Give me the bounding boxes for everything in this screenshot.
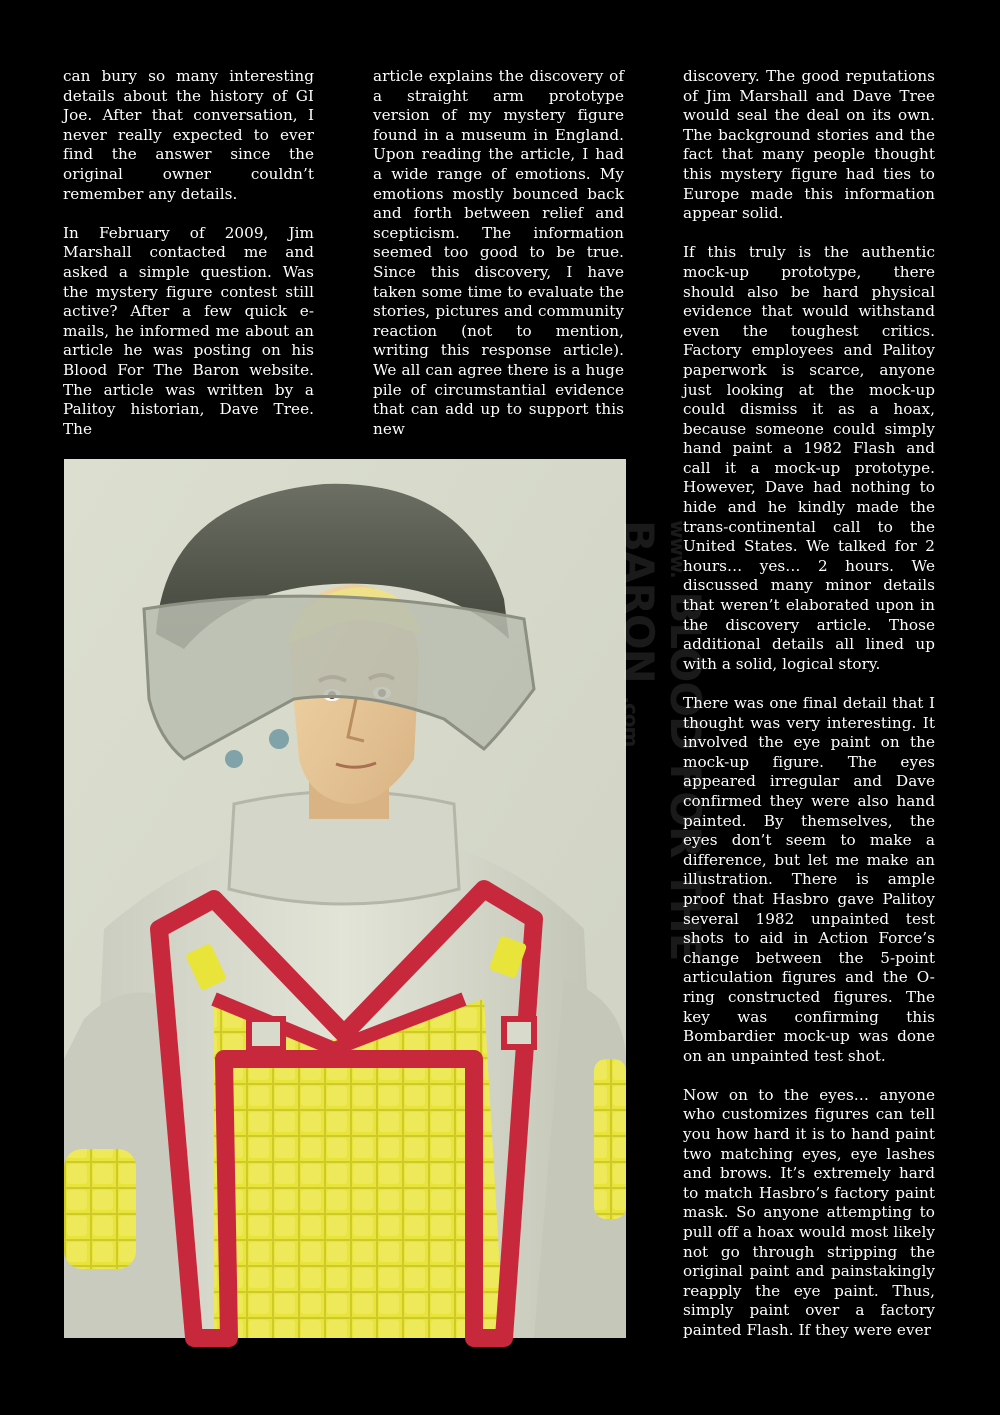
paragraph: can bury so many interesting details about the history of GI Joe. After that conversation, I never really expected to ever find the answer since the original owner couldn’t remember any details. <box>63 67 314 203</box>
paragraph: Now on to the eyes… anyone who customizes figures can tell you how hard it is to hand paint two matching eyes, eye lashes and brows. It’s extremely hard to match Hasbro’s factory paint mask. So anyone attempting to pull off a hoax would most likely not go through stripping the original paint and painstakingly reapply the eye paint. Thus, simply paint over a factory painted Flash. If they were ever <box>683 1085 935 1339</box>
paragraph: There was one final detail that I thought was very interesting. It involved the eye paint on the mock-up figure. The eyes appeared irregular and Dave confirmed they were also hand painted. By themselves, the eyes don’t seem to make a difference, but let me make an illustration. There is ample proof that Hasbro gave Palitoy several 1982 unpainted test shots to aid in Action Force’s change between the 5-point articulation figures and the O-ring constructed figures. The key was confirming this Bombardier mock-up was done on an unpainted test shot. <box>683 694 935 1065</box>
paragraph: discovery. The good reputations of Jim Marshall and Dave Tree would seal the deal on its own. The background stories and the fact that many people thought this mystery figure had ties to Europe made this information appear solid. <box>683 67 935 223</box>
watermark-line: .com <box>619 696 643 747</box>
watermark-line: BARON <box>614 520 663 683</box>
watermark-line: FOR THE <box>661 763 710 961</box>
text-column-2 <box>373 67 624 438</box>
watermark-line: www. <box>666 520 690 578</box>
text-column-1 <box>63 67 314 439</box>
paragraph: article explains the discovery of a straight arm prototype version of my mystery figure found in a museum in England. Upon reading the article, I had a wide range of emotions. My emotions mostly bounced back and forth between relief and scepticism. The information seemed too good to be true. Since this discovery, I have taken some time to evaluate the stories, pictures and community reaction (not to mention, writing this response article). We all can agree there is a huge pile of circumstantial evidence that can add up to support this new <box>373 67 624 438</box>
paragraph: In February of 2009, Jim Marshall contacted me and asked a simple question. Was the mystery figure contest still active? After a few quick e-mails, he informed me about an article he was posting on his Blood For The Baron website. The article was written by a Palitoy historian, Dave Tree. The <box>63 223 314 438</box>
action-figure-photo <box>64 459 626 1338</box>
watermark-line: BLOOD <box>661 591 710 750</box>
paragraph: If this truly is the authentic mock-up prototype, there should also be hard physical evidence that would withstand even the toughest critics. Factory employees and Palitoy paperwork is scarce, anyone just looking at the mock-up could dismiss it as a hoax, because someone could simply hand paint a 1982 Flash and call it a mock-up prototype. However, Dave had nothing to hide and he kindly made the trans-continental call to the United States. We talked for 2 hours… yes… 2 hours. We discussed many minor details that weren’t elaborated upon in the discovery article. Those additional details all lined up with a solid, logical story. <box>683 243 935 673</box>
text-column-3 <box>683 67 935 1341</box>
